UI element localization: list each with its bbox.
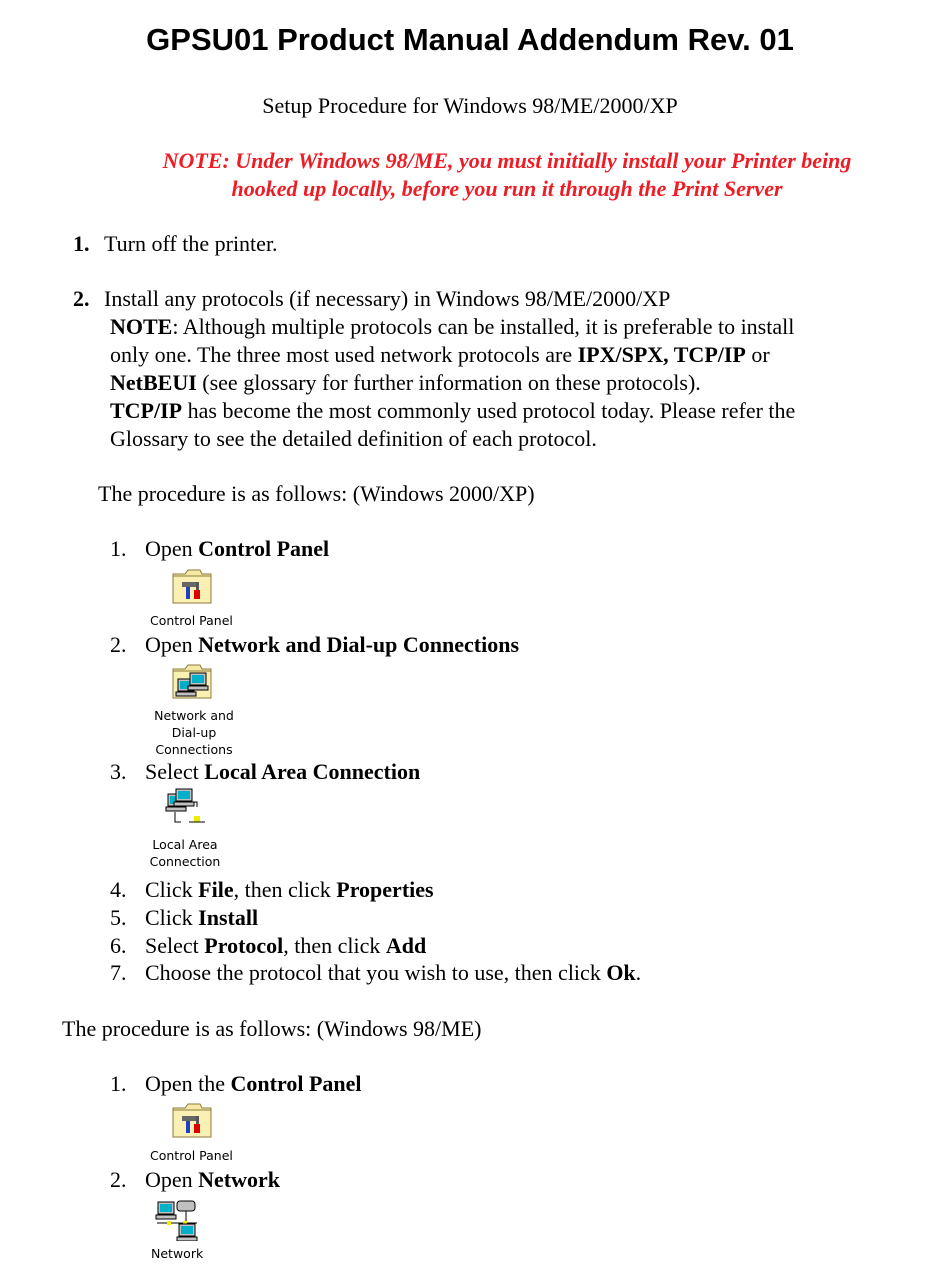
substep-text bbox=[145, 759, 420, 785]
substep-text bbox=[145, 960, 641, 986]
substep-number: 1. bbox=[110, 1071, 127, 1096]
local-area-connection-icon bbox=[164, 788, 210, 830]
text: Click bbox=[145, 905, 199, 930]
bold-text: Install bbox=[198, 905, 259, 930]
substep-text bbox=[145, 933, 426, 959]
note-text: or bbox=[745, 342, 770, 367]
substep-number: 5. bbox=[110, 905, 127, 930]
bold-text: Network bbox=[198, 1167, 281, 1192]
bold-text: Control Panel bbox=[198, 536, 330, 561]
note-bold: IPX/SPX, TCP/IP bbox=[577, 342, 746, 367]
note-line bbox=[110, 314, 794, 340]
note-text: has become the most commonly used protocol today. Please refer the bbox=[182, 398, 796, 423]
icon-caption: Control Panel bbox=[150, 1148, 233, 1163]
bold-text: Local Area Connection bbox=[204, 759, 421, 784]
note-line bbox=[110, 398, 795, 424]
control-panel-icon bbox=[172, 1102, 214, 1140]
caption-line: Local Area bbox=[152, 837, 218, 852]
note-text: only one. The three most used network protocols are bbox=[110, 342, 578, 367]
step-number: 2. bbox=[73, 286, 90, 311]
step-text: Install any protocols (if necessary) in Windows 98/ME/2000/XP bbox=[104, 286, 671, 311]
bold-text: File bbox=[198, 877, 234, 902]
substep-text bbox=[145, 1071, 362, 1097]
bold-text: Add bbox=[385, 933, 427, 958]
text: , then click bbox=[283, 933, 386, 958]
subtitle bbox=[0, 93, 940, 119]
substep-number: 3. bbox=[110, 759, 127, 784]
note-bold: TCP/IP bbox=[110, 398, 183, 423]
substep-number: 2. bbox=[110, 632, 127, 657]
substep-text bbox=[145, 877, 434, 903]
note-line bbox=[110, 370, 701, 396]
icon-caption bbox=[144, 707, 244, 758]
substep-text bbox=[145, 905, 258, 931]
text: Select bbox=[145, 933, 205, 958]
caption-line: Connection bbox=[149, 854, 221, 869]
icon-caption: Network bbox=[151, 1246, 204, 1261]
note-line bbox=[110, 342, 770, 368]
substep-number: 6. bbox=[110, 933, 127, 958]
text: , then click bbox=[233, 877, 337, 902]
text: Open the bbox=[145, 1071, 231, 1096]
note-line: Glossary to see the detailed definition of each protocol. bbox=[110, 426, 597, 451]
text: Click bbox=[145, 877, 199, 902]
substep-number: 4. bbox=[110, 877, 127, 902]
procedure-heading-98: The procedure is as follows: (Windows 98/ME) bbox=[62, 1016, 482, 1041]
icon-caption: Control Panel bbox=[150, 613, 233, 628]
text: Choose the protocol that you wish to use, then click bbox=[145, 960, 607, 985]
text: Open bbox=[145, 632, 199, 657]
bold-text: Ok bbox=[606, 960, 636, 985]
note-text: (see glossary for further information on these protocols). bbox=[196, 370, 701, 395]
substep-number: 7. bbox=[110, 960, 127, 985]
network-connections-icon bbox=[172, 663, 214, 701]
subtitle-text: Setup Procedure for Windows 98/ME/2000/XP bbox=[262, 93, 678, 118]
text: Open bbox=[145, 536, 199, 561]
red-note-line-1: NOTE: Under Windows 98/ME, you must initially install your Printer being bbox=[162, 148, 852, 173]
caption-line: Network and bbox=[154, 708, 234, 723]
network-icon bbox=[155, 1199, 201, 1241]
red-note-line-2: hooked up locally, before you run it through the Print Server bbox=[231, 176, 783, 201]
note-label: NOTE bbox=[110, 314, 173, 339]
substep-number: 1. bbox=[110, 536, 127, 561]
substep-number: 2. bbox=[110, 1167, 127, 1192]
control-panel-icon bbox=[172, 568, 214, 606]
bold-text: Protocol bbox=[204, 933, 284, 958]
caption-line: Connections bbox=[155, 742, 233, 757]
step-number: 1. bbox=[73, 231, 90, 256]
step-text: Turn off the printer. bbox=[104, 231, 278, 256]
substep-text bbox=[145, 632, 519, 658]
icon-caption bbox=[135, 836, 235, 870]
text: . bbox=[635, 960, 642, 985]
text: Select bbox=[145, 759, 205, 784]
substep-text bbox=[145, 1167, 280, 1193]
substep-text bbox=[145, 536, 329, 562]
document-title: GPSU01 Product Manual Addendum Rev. 01 bbox=[146, 22, 794, 57]
bold-text: Control Panel bbox=[230, 1071, 362, 1096]
bold-text: Network and Dial-up Connections bbox=[198, 632, 520, 657]
text: Open bbox=[145, 1167, 199, 1192]
caption-line: Dial-up bbox=[171, 725, 217, 740]
procedure-heading-xp: The procedure is as follows: (Windows 2000/XP) bbox=[98, 481, 535, 506]
note-bold: NetBEUI bbox=[110, 370, 197, 395]
note-text: : Although multiple protocols can be installed, it is preferable to install bbox=[172, 314, 795, 339]
bold-text: Properties bbox=[336, 877, 434, 902]
